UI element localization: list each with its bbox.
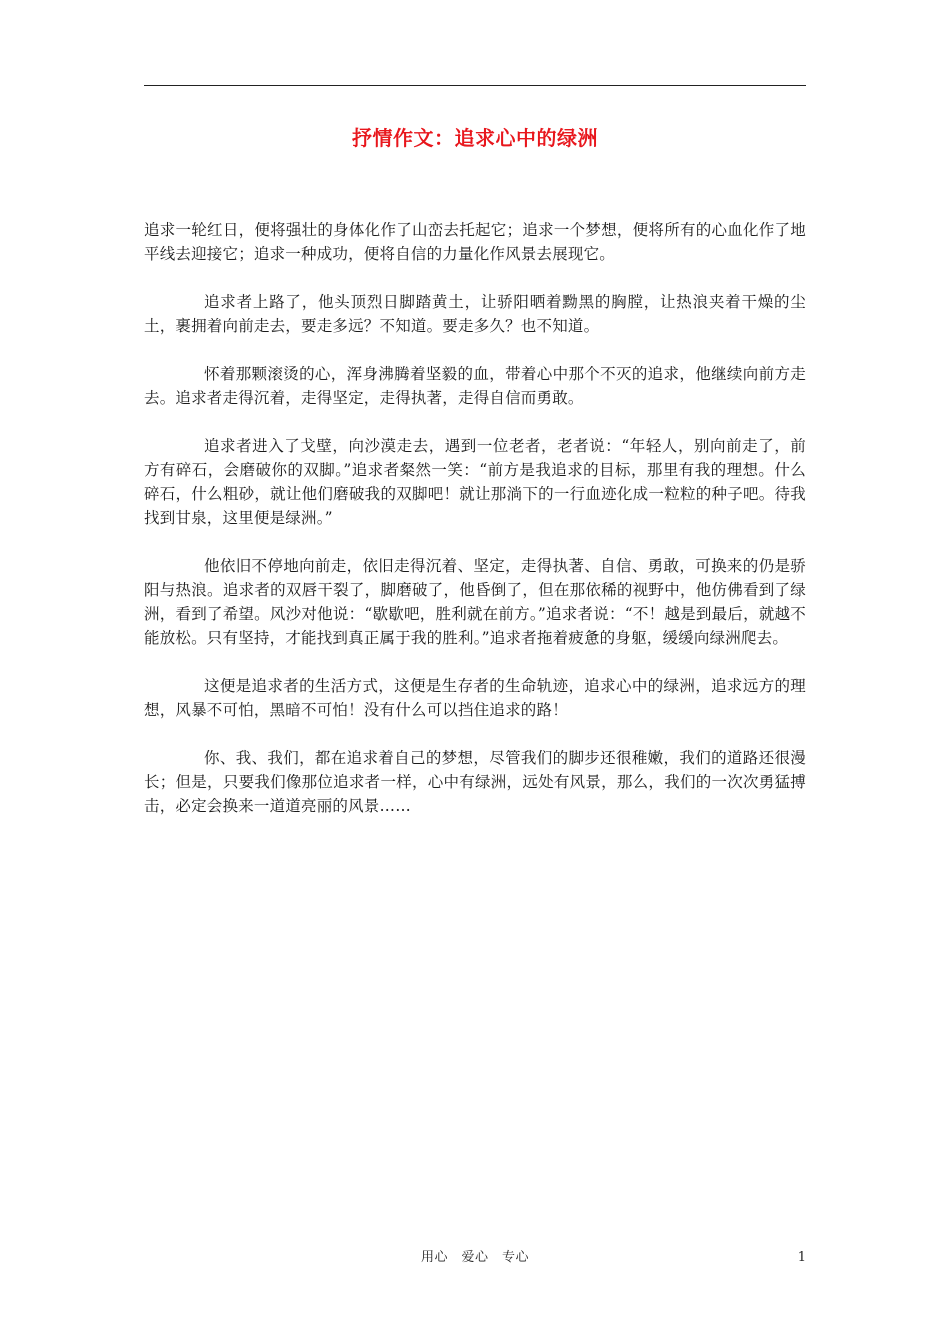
footer-motto: 用心 爱心 专心 [420,1250,529,1265]
paragraph-3: 怀着那颗滚烫的心，浑身沸腾着坚毅的血，带着心中那个不灭的追求，他继续向前方走去。追求者走得沉着，走得坚定，走得执著，走得自信而勇敢。 [144,365,806,407]
paragraph-6: 这便是追求者的生活方式，这便是生存者的生命轨迹，追求心中的绿洲，追求远方的理想，风暴不可怕，黑暗不可怕！没有什么可以挡住追求的路！ [144,677,806,719]
header-rule [144,85,806,86]
paragraph-7: 你、我、我们，都在追求着自己的梦想，尽管我们的脚步还很稚嫩，我们的道路还很漫长；但是，只要我们像那位追求者一样，心中有绿洲，远处有风景，那么，我们的一次次勇猛搏击，必定会换来一道道亮丽的风景…… [144,749,806,815]
paragraph-1: 追求一轮红日，便将强壮的身体化作了山峦去托起它；追求一个梦想，便将所有的心血化作了地平线去迎接它；追求一种成功，便将自信的力量化作风景去展现它。 [144,221,806,263]
paragraph-2: 追求者上路了，他头顶烈日脚踏黄土，让骄阳晒着黝黑的胸膛，让热浪夹着干燥的尘土，裹拥着向前走去，要走多远？不知道。要走多久？也不知道。 [144,293,806,335]
document-body [144,218,806,842]
paragraph-4: 追求者进入了戈壁，向沙漠走去，遇到一位老者，老者说：“年轻人，别向前走了，前方有碎石，会磨破你的双脚。”追求者粲然一笑：“前方是我追求的目标，那里有我的理想。什么碎石，什么粗砂，就让他们磨破我的双脚吧！就让那淌下的一行血迹化成一粒粒的种子吧。待我找到甘泉，这里便是绿洲。” [144,437,806,527]
page-number: 1 [797,1250,806,1265]
document-title: 抒情作文：追求心中的绿洲 [352,126,598,150]
paragraph-5: 他依旧不停地向前走，依旧走得沉着、坚定，走得执著、自信、勇敢，可换来的仍是骄阳与热浪。追求者的双唇干裂了，脚磨破了，他昏倒了，但在那依稀的视野中，他仿佛看到了绿洲，看到了希望。风沙对他说：“歇歇吧，胜利就在前方。”追求者说：“不！越是到最后，就越不能放松。只有坚持，才能找到真正属于我的胜利。”追求者拖着疲惫的身躯，缓缓向绿洲爬去。 [144,557,806,647]
